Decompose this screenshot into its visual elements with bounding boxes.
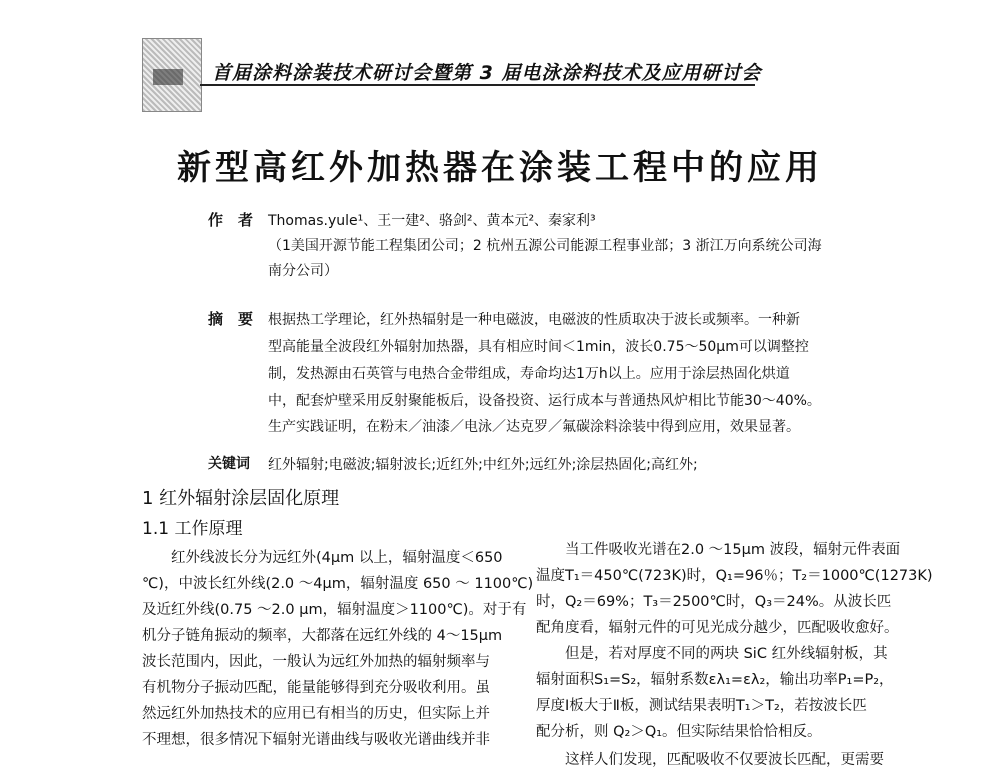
body-line: 这样人们发现，匹配吸收不仅要波长匹配，更需要 [536, 752, 884, 768]
abstract-line: 根据热工学理论，红外热辐射是一种电磁波，电磁波的性质取决于波长或频率。一种新 [268, 312, 800, 328]
subsection-heading: 1.1 工作原理 [142, 519, 243, 539]
abstract-line: 中，配套炉壁采用反射聚能板后，设备投资、运行成本与普通热风炉相比节能30～40%。 [268, 393, 821, 409]
conference-header: 首届涂料涂装技术研讨会暨第 3 届电泳涂料技术及应用研讨会 [212, 62, 762, 84]
abstract-line: 生产实践证明，在粉末／油漆／电泳／达克罗／氟碳涂料涂装中得到应用，效果显著。 [268, 419, 800, 435]
body-line: 红外线波长分为远红外(4μm 以上，辐射温度＜650 [142, 550, 503, 566]
body-line: 有机物分子振动匹配，能量能够得到充分吸收利用。虽 [142, 680, 490, 696]
body-line: 当工件吸收光谱在2.0 ～15μm 波段，辐射元件表面 [536, 542, 901, 558]
body-line: ℃)，中波长红外线(2.0 ～4μm，辐射温度 650 ～ 1100℃) [142, 576, 534, 592]
body-line: 不理想，很多情况下辐射光谱曲线与吸收光谱曲线并非 [142, 732, 490, 748]
affiliation-line: 南分公司） [268, 263, 338, 279]
body-line: 厚度Ⅰ板大于Ⅱ板，测试结果表明T₁＞T₂，若按波长匹 [536, 698, 867, 714]
header-divider [200, 84, 755, 86]
body-line: 机分子链角振动的频率，大都落在远红外线的 4～15μm [142, 628, 503, 644]
abstract-line: 制，发热源由石英管与电热合金带组成，寿命均达1万h以上。应用于涂层热固化烘道 [268, 366, 790, 382]
body-line: 辐射面积S₁=S₂，辐射系数ελ₁=ελ₂，输出功率P₁=P₂， [536, 672, 894, 688]
section-heading: 1 红外辐射涂层固化原理 [142, 488, 340, 509]
conference-logo [142, 38, 202, 112]
author-names: Thomas.yule¹、王一建²、骆剑²、黄本元²、秦家利³ [268, 213, 596, 229]
body-line: 配分析，则 Q₂＞Q₁。但实际结果恰恰相反。 [536, 724, 822, 740]
body-line: 但是，若对厚度不同的两块 SiC 红外线辐射板，其 [536, 646, 888, 662]
authors-label: 作 者 [208, 211, 254, 229]
body-line: 然远红外加热技术的应用已有相当的历史，但实际上并 [142, 706, 490, 722]
abstract-label: 摘 要 [208, 310, 254, 328]
paper-title: 新型高红外加热器在涂装工程中的应用 [177, 148, 823, 188]
body-line: 波长范围内，因此，一般认为远红外加热的辐射频率与 [142, 654, 490, 670]
body-line: 及近红外线(0.75 ～2.0 μm，辐射温度＞1100℃)。对于有 [142, 602, 527, 618]
body-line: 配角度看，辐射元件的可见光成分越少，匹配吸收愈好。 [536, 620, 899, 636]
body-line: 时，Q₂＝69%；T₃＝2500℃时，Q₃＝24%。从波长匹 [536, 594, 892, 610]
body-line: 温度T₁＝450℃(723K)时，Q₁=96％；T₂＝1000℃(1273K) [536, 568, 933, 584]
keywords-text: 红外辐射;电磁波;辐射波长;近红外;中红外;远红外;涂层热固化;高红外; [268, 457, 698, 473]
keywords-label: 关键词 [208, 456, 250, 472]
abstract-line: 型高能量全波段红外辐射加热器，具有相应时间＜1min，波长0.75～50μm可以调整控 [268, 339, 809, 355]
affiliation-line: （1美国开源节能工程集团公司；2 杭州五源公司能源工程事业部；3 浙江万向系统公司海 [268, 238, 822, 254]
